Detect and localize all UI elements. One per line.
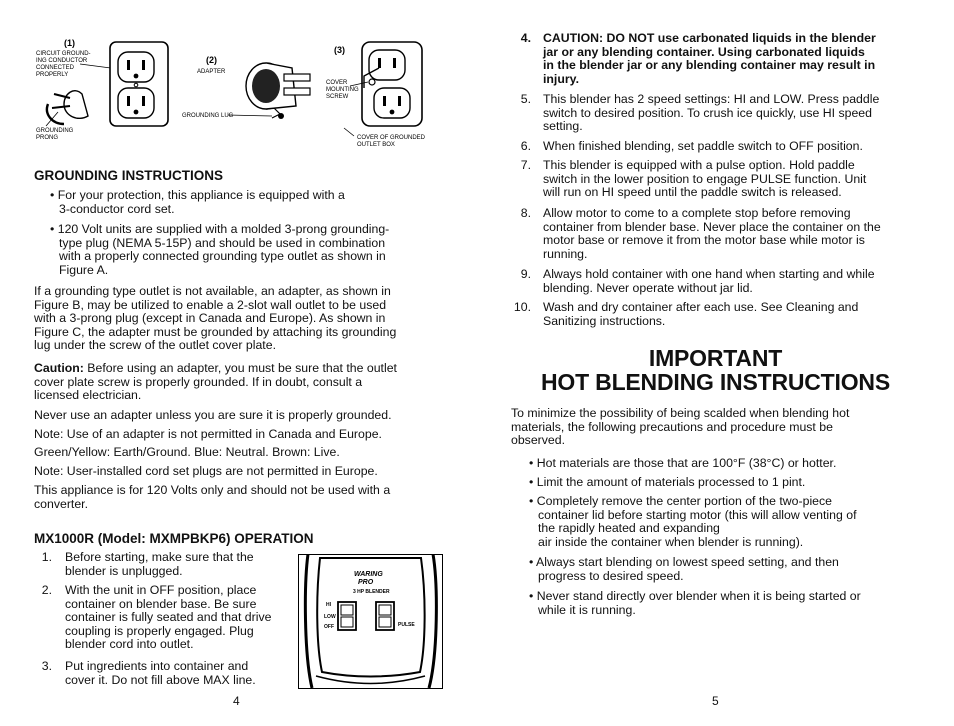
fig3-screw-1: COVER [326, 80, 348, 86]
fig1-caption-4: PROPERLY [36, 72, 69, 78]
grounding-figures-svg [34, 36, 454, 156]
note-adapter-line: Note: Use of an adapter is not permitted in Canada and Europe. [34, 427, 382, 441]
hot-bullet-1: • Hot materials are those that are 100°F (38°C) or hotter. [529, 456, 837, 470]
fig1-outlet [110, 42, 168, 126]
fig1-prong-2: PRONG [36, 135, 59, 141]
operation-heading: MX1000R (Model: MXMPBKP6) OPERATION [34, 531, 314, 546]
pulse-switch [376, 602, 394, 630]
hot-title-2: HOT BLENDING INSTRUCTIONS [541, 369, 890, 395]
fig3-screw-3: SCREW [326, 94, 349, 100]
fig2-tag: (2) [206, 55, 217, 65]
adapter-paragraph: If a grounding type outlet is not available, an adapter, as shown in Figure B, may be utilized to enable a 2-slot wall outlet to be used with a 3-prong plug (except in Canada and Europe). As shown in Figure C, the adapter must be grounded by attaching its grounding lug under the screw of the outlet cover plate. [34, 284, 397, 353]
right-page: 4. CAUTION: DO NOT use carbonated liquids in the blender jar or any blending container. Using carbonated liquids in the blender jar or any blending container may result in injury. 5. This blender has 2 speed settings: HI and LOW. Press paddle switch to desired position. To crush ice quickly, use HI speed setting. 6. When finished blending, set paddle switch to OFF position. 7. This blender is equipped with a pulse option. Hold paddle switch in the lower position to engage PULSE function. Unit will run on HI speed until the paddle switch is released. 8. Allow motor to come to a complete stop before removing container from blender base. Never place the container on the motor base or remove it from the motor base while motor is running. 9. Always hold container with one hand when starting and while blending. Never operate without jar lid. 10. Wash and dry container after each use. See Cleaning and Sanitizing instructions. IMPORTANT HOT BLENDING INSTRUCTIONS To minimize the possibility of being scalded when blending hot materials, the following precautions and procedure must be observed. • Hot materials are those that are 100°F (38°C) or hotter. • Limit the amount of materials processed to 1 pint. • Completely remove the center portion of the two-piece container lid before starting motor (this will allow venting of the rapidly heated and expanding air inside the container when blender is running). • Always start blending on lowest speed setting, and then progress to desired speed. • Never stand directly over blender when it is being started or while it is running. 5 [477, 0, 954, 726]
fig1-prong-1: GROUNDING [36, 128, 74, 134]
left-page: (1) CIRCUIT GROUND- ING CONDUCTOR CONNECTED PROPERLY GROUNDING PRONG (2) ADAPTER GROUNDING LUG (3) COVER MOUNTING SCREW COVER OF GROUNDED OUTLET BOX GROUNDING INSTRUCTIONS • For your protection, this appliance is equipped with a 3-conductor cord set. • 120 Volt units are supplied with a molded 3-prong grounding- type plug (NEMA 5-15P) and should be used in combination with a properly connected grounding type outlet as shown in Figure A. If a grounding type outlet is not available, an adapter, as shown in Figure B, may be utilized to enable a 2-slot wall outlet to be used with a 3-prong plug (except in Canada and Europe). As shown in Figure C, the adapter must be grounded by attaching its grounding lug under the screw of the outlet cover plate. Caution: Before using an adapter, you must be sure that the outlet cover plate screw is properly grounded. If in doubt, consult a licensed electrician. Never use an adapter unless you are sure it is properly grounded. Note: Use of an adapter is not permitted in Canada and Europe. Green/Yellow: Earth/Ground. Blue: Neutral. Brown: Live. Note: User-installed cord set plugs are not permitted in Europe. This appliance is for 120 Volts only and should not be used with a converter. MX1000R (Model: MXMPBKP6) OPERATION 1. Before starting, make sure that the blender is unplugged. 2. With the unit in OFF position, place container on blender base. Be sure container is fully seated and that drive coupling is properly engaged. Plug blender cord into outlet. 3. Put ingredients into container and cover it. Do not fill above MAX line. WARING PRO 3 HP BLENDER HI LOW OFF PULSE 4 [0, 0, 477, 726]
control-panel-figure [298, 554, 443, 689]
hot-bullet-3: • Completely remove the center portion of the two-piece container lid before starting motor (this will allow venting of the rapidly heated and expanding air inside the container when blender is running). [529, 494, 857, 549]
panel-model: 3 HP BLENDER [353, 589, 390, 595]
speed-switch [338, 602, 356, 630]
panel-brand-1: WARING [354, 571, 383, 578]
hot-bullet-5: • Never stand directly over blender when it is being started or while it is running. [529, 589, 861, 617]
hot-bullet-4: • Always start blending on lowest speed setting, and then progress to desired speed. [529, 555, 839, 583]
fig3-tag: (3) [334, 45, 345, 55]
fig2-adapter-label: ADAPTER [197, 69, 226, 75]
never-adapter-line: Never use an adapter unless you are sure it is properly grounded. [34, 408, 392, 422]
panel-off-label: OFF [324, 624, 334, 630]
fig1-plug [47, 91, 88, 124]
hot-title-1: IMPORTANT [648, 345, 783, 371]
panel-low-label: LOW [324, 614, 336, 620]
hot-bullet-2: • Limit the amount of materials processed to 1 pint. [529, 475, 806, 489]
grounding-figures [34, 36, 454, 156]
grounding-heading: GROUNDING INSTRUCTIONS [34, 168, 223, 183]
page-number-right: 5 [712, 694, 719, 708]
fig2-lug-label: GROUNDING LUG [182, 113, 234, 119]
fig1-caption-2: ING CONDUCTOR [36, 58, 88, 64]
fig3-outlet [362, 42, 422, 126]
fig3-screw-2: MOUNTING [326, 87, 359, 93]
fig1-caption-1: CIRCUIT GROUND- [36, 51, 91, 57]
hot-intro: To minimize the possibility of being scalded when blending hot materials, the following precautions and procedure must be observed. [511, 406, 850, 448]
panel-brand-2: PRO [358, 579, 374, 586]
fig3-cover-2: OUTLET BOX [357, 142, 395, 148]
page-number-left: 4 [233, 694, 240, 708]
grounding-bullet-2: • 120 Volt units are supplied with a molded 3-prong grounding- type plug (NEMA 5-15P) and should be used in combination with a properly connected grounding type outlet as shown in Figure A. [50, 222, 390, 277]
fig3-cover-1: COVER OF GROUNDED [357, 135, 426, 141]
panel-hi-label: HI [326, 602, 331, 608]
fig1-caption-3: CONNECTED [36, 65, 75, 71]
panel-pulse-label: PULSE [398, 622, 415, 628]
fig1-tag: (1) [64, 38, 75, 48]
wire-colors-line: Green/Yellow: Earth/Ground. Blue: Neutral. Brown: Live. [34, 445, 340, 459]
caution-paragraph: Caution: Before using an adapter, you must be sure that the outlet cover plate screw is properly grounded. If in doubt, consult a licensed electrician. [34, 361, 397, 403]
grounding-bullet-1: • For your protection, this appliance is equipped with a 3-conductor cord set. [50, 188, 345, 216]
volts-paragraph: This appliance is for 120 Volts only and should not be used with a converter. [34, 483, 391, 511]
fig2-adapter [246, 63, 310, 119]
caution-label: Caution: [34, 361, 84, 375]
control-panel-svg [298, 554, 443, 689]
note-plugs-line: Note: User-installed cord set plugs are not permitted in Europe. [34, 464, 378, 478]
